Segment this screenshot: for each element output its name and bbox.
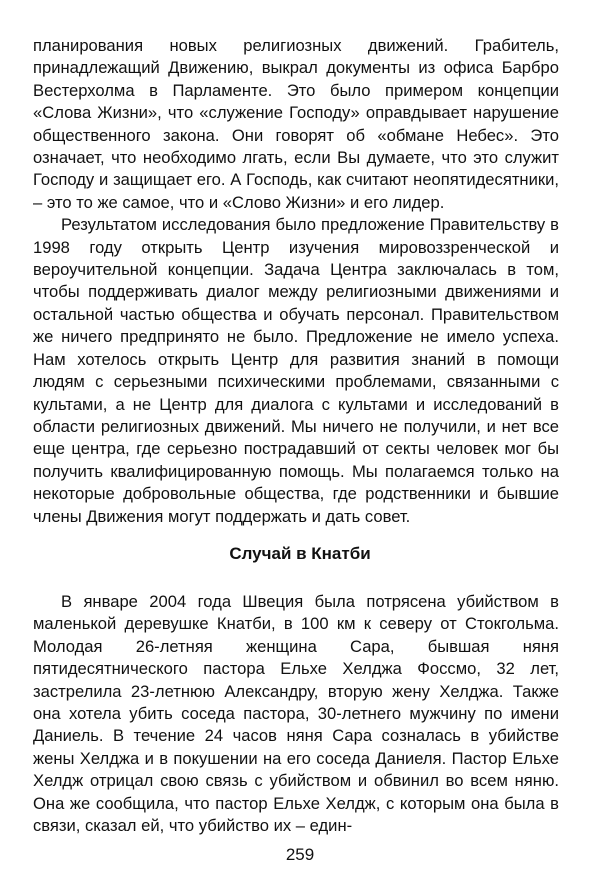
body-text-bottom bbox=[33, 591, 559, 837]
section-heading: Случай в Кнатби bbox=[229, 544, 371, 563]
paragraph-knutby-case: В январе 2004 года Швеция была потрясена убийством в маленькой деревушке Кнатби, в 100 км к северу от Стокгольма. Молодая 26-летняя женщина Сара, бывшая няня пятидесятнического пастора Ельхе Хелджа Фоссмо, 32 лет, застрелила 23-летнюю Александру, вторую жену Хелджа. Также она хотела убить соседа пастора, 30-летнего мужчину по имени Даниель. В течение 24 часов няня Сара созналась в убийстве жены Хелджа и в покушении на его соседа Даниеля. Пастор Ельхе Хелдж отрицал свою связь с убийством и обвинил во всем няню. Она же сообщила, что пастор Ельхе Хелдж, с которым она была в связи, сказал ей, что убийство их – един- bbox=[33, 592, 559, 836]
paragraph-continuation: планирования новых религиозных движений. Грабитель, принадлежащий Движению, выкрал документы из офиса Барбро Вестерхолма в Парламенте. Это было примером концепции «Слова Жизни», что «служение Господу» оправдывает нарушение общественного закона. Они говорят об «обмане Небес». Это означает, что необходимо лгать, если Вы думаете, что это служит Господу и защищает его. А Господь, как считают неопятидесятники, – это то же самое, что и «Слово Жизни» и его лидер. bbox=[33, 36, 559, 212]
body-text-top bbox=[33, 35, 559, 528]
page-number: 259 bbox=[285, 845, 315, 864]
paragraph-research-result: Результатом исследования было предложение Правительству в 1998 году открыть Центр изучения мировоззренческой и вероучительной концепции. Задача Центра заключалась в том, чтобы поддерживать диалог между религиозными движениями и остальной частью общества и обучать персонал. Правительством же ничего предпринято не было. Предложение не имело успеха. Нам хотелось открыть Центр для развития знаний в помощи людям с серьезными психическими проблемами, связанными с культами, а не Центр для диалога с культами и исследований в области религиозных движений. Мы ничего не получили, и нет все еще центра, где серьезно пострадавший от секты человек мог бы получить квалифицированную помощь. Мы полагаемся только на некоторые добровольные общества, где родственники и бывшие члены Движения могут поддержать и дать совет. bbox=[33, 215, 559, 526]
